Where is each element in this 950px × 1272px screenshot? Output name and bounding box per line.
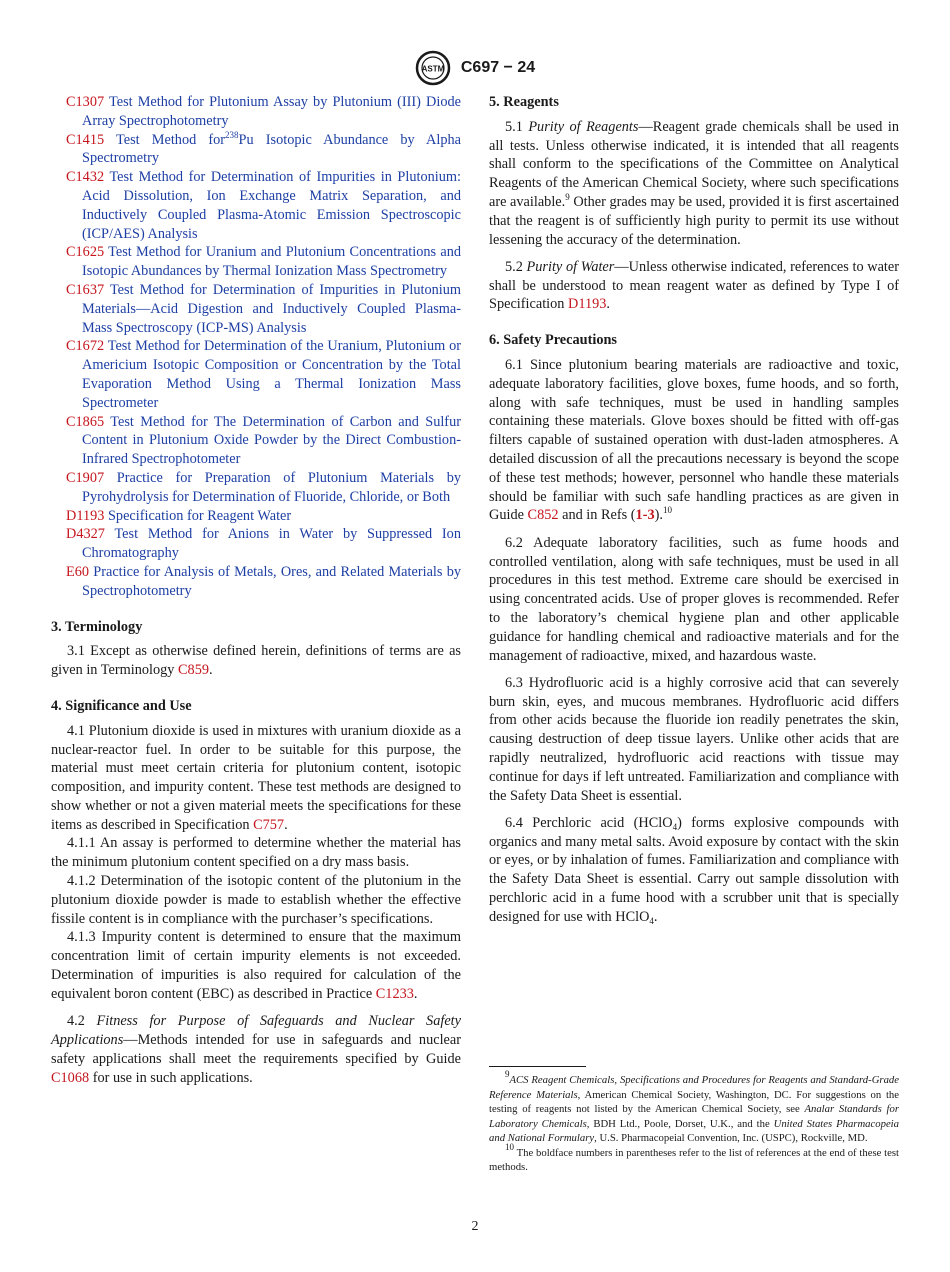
reference-code[interactable]: C1625 xyxy=(66,244,105,261)
reference-code[interactable]: E60 xyxy=(66,563,90,580)
page-number: 2 xyxy=(471,1219,479,1234)
footnote-divider xyxy=(489,1066,586,1067)
reference-code[interactable]: C1672 xyxy=(66,338,105,355)
reference-code[interactable]: D1193 xyxy=(66,507,105,524)
link-refs-1-3[interactable]: 1-3 xyxy=(635,507,655,524)
reference-title[interactable]: Test Method for Anions in Water by Suppressed Ion Chromatography xyxy=(82,526,461,562)
reference-item xyxy=(51,507,461,526)
footnotes xyxy=(489,1066,899,1175)
left-column xyxy=(51,93,461,1087)
reference-item xyxy=(51,131,461,169)
reference-code[interactable]: C1907 xyxy=(66,469,105,486)
paragraph-5-1: 5.1 Purity of Reagents—Reagent grade chemicals shall be used in all tests. Unless otherwise indicated, it is intended that all reagents shall conform to the specifications of the Committee on Analytical Reagents of the American Chemical Society, where such specifications are available.$^9$ Other grades may be used, provided it is first ascertained that the reagent is of sufficiently high purity to permit its use without lessening the accuracy of the determination. xyxy=(489,118,899,248)
paragraph-6-1: 6.1 Since plutonium bearing materials are radioactive and toxic, adequate laboratory facilities, glove boxes, fume hoods, and so forth, along with safe techniques, must be used in handling samples containing these materials. Glove boxes should be fitted with off-gas filters capable of sustained operation with dust-laden atmospheres. A detailed discussion of all the precautions necessary is beyond the scope of these test methods; however, personnel who handle these materials should be familiar with such safe handling practices as are given in Guide C852 and in Refs (1-3).$^{10}$ xyxy=(489,357,899,524)
reference-code[interactable]: C1637 xyxy=(66,281,105,298)
reference-item xyxy=(51,243,461,281)
paragraph-4-1-2: 4.1.2 Determination of the isotopic content of the plutonium in the plutonium dioxide powder is made to establish whether the effective fissile content is in compliance with the purchaser’s specifications. xyxy=(51,873,461,927)
paragraph-5-2: 5.2 Purity of Water—Unless otherwise indicated, references to water shall be understood to mean reagent water as defined by Type I of Specification D1193. xyxy=(489,258,900,313)
paragraph-6-4: 6.4 Perchloric acid (HClO$_4$) forms explosive compounds with organics and many metal salts. Avoid exposure by contact with the skin or eyes, or by inhalation of fumes. Familiarization and compliance with the Safety Data Sheet is essential. Carry out sample dissolution with perchloric acid in a fume hood with a scrubber unit that is specially designed for use with HClO$_4$. xyxy=(489,814,899,926)
reference-title[interactable]: Specification for Reagent Water xyxy=(107,507,292,524)
reference-item xyxy=(51,525,461,563)
reference-item xyxy=(51,563,461,601)
reference-title[interactable]: Practice for Analysis of Metals, Ores, and Related Materials by Spectrophotometry xyxy=(82,563,462,599)
reference-item xyxy=(51,337,461,412)
paragraph-4-1: 4.1 Plutonium dioxide is used in mixtures with uranium dioxide as a nuclear-reactor fuel. In order to be suitable for this purpose, the material must meet certain criteria for plutonium content, isotopic composition, and impurity content. These test methods are designed to show whether or not a given material meets the specifications for these items as described in Specification C757. xyxy=(51,722,461,833)
logo-text: ASTM xyxy=(421,64,445,74)
reference-code[interactable]: C1415 xyxy=(66,131,105,148)
reference-item xyxy=(51,93,461,131)
reference-item xyxy=(51,281,461,337)
reference-code[interactable]: C1865 xyxy=(66,413,105,430)
paragraph-6-3: 6.3 Hydrofluoric acid is a highly corrosive acid that can severely burn skin, eyes, and mucous membranes. Hydrofluoric acid differs from other acids because the fluoride ion readily penetrates the skin, causing destruction of deep tissue layers. Unlike other acids that are rapidly neutralized, hydrofluoric acid reactions with tissue may continue for days if left untreated. Familiarization and compliance with the Safety Data Sheet is essential. xyxy=(489,674,899,804)
right-column xyxy=(489,93,899,927)
paragraph-4-2: 4.2 Fitness for Purpose of Safeguards and Nuclear Safety Applications—Methods intended for use in safeguards and nuclear safety applications shall meet the requirements specified by Guide C1068 for use in such applications. xyxy=(51,1013,461,1086)
reference-code[interactable]: D4327 xyxy=(66,526,105,543)
reference-title[interactable]: Test Method for Determination of the Uranium, Plutonium or Americium Isotopic Composition or Concentration by the Total Evaporation Method Using a Thermal Ionization Mass Spectrometer xyxy=(82,338,461,411)
designation: C697 − 24 xyxy=(460,59,536,76)
paragraph-3-1: 3.1 Except as otherwise defined herein, definitions of terms are as given in Terminology C859. xyxy=(51,643,461,679)
section-heading-significance: 4. Significance and Use xyxy=(51,697,192,714)
reference-title[interactable]: Test Method for Plutonium Assay by Plutonium (III) Diode Array Spectrophotometry xyxy=(82,94,461,129)
footnote-9: $^9$ACS Reagent Chemicals, Specifications and Procedures for Reagents and Standard-Grade Reference Materials, American Chemical Society, Washington, DC. For suggestions on the testing of reagents not listed by the American Chemical Society, see Analar Standards for Laboratory Chemicals, BDH Ltd., Poole, Dorset, U.K., and the United States Pharmacopeia and National Formulary, U.S. Pharmacopeial Convention, Inc. (USPC), Rockville, MD. xyxy=(489,1069,899,1144)
reference-title[interactable]: Test Method for$^{238}$Pu Isotopic Abundance by Alpha Spectrometry xyxy=(82,129,461,167)
reference-item xyxy=(51,413,461,469)
link-c852[interactable]: C852 xyxy=(527,507,559,524)
reference-title[interactable]: Test Method for Determination of Impurities in Plutonium: Acid Dissolution, Ion Exchange Matrix Separation, and Inductively Coupled Plasma-Atomic Emission Spectroscopic (ICP/AES) Analysis xyxy=(82,169,461,242)
reference-list xyxy=(51,93,461,601)
footnote-ref-10[interactable]: 10 xyxy=(662,505,672,516)
reference-item xyxy=(51,168,461,243)
link-d1193[interactable]: D1193 xyxy=(568,296,607,313)
paragraph-6-2: 6.2 Adequate laboratory facilities, such as fume hoods and controlled ventilation, along with safe techniques, must be used in all procedures in this test method. Extreme care should be exercised in using concentrated acids. Use of proper gloves is recommended. Refer to the laboratory’s chemical hygiene plan and other applicable guidance for handling chemical and radioactive materials and for the management of radioactive, mixed, and hazardous waste. xyxy=(489,534,899,664)
astm-logo-icon xyxy=(415,50,451,86)
reference-title[interactable]: Practice for Preparation of Plutonium Materials by Pyrohydrolysis for Determination of Fluoride, Chloride, or Both xyxy=(82,469,461,505)
reference-code[interactable]: C1307 xyxy=(66,94,105,110)
footnote-10: $^{10}$ The boldface numbers in parentheses refer to the list of references at the end of these test methods. xyxy=(489,1141,899,1173)
section-heading-reagents: 5. Reagents xyxy=(489,94,559,110)
reference-code[interactable]: C1432 xyxy=(66,169,105,186)
paragraph-4-1-3: 4.1.3 Impurity content is determined to ensure that the maximum concentration limit of certain impurity elements is not exceeded. Determination of impurities is also required for calculation of the equivalent boron content (EBC) as described in Practice C1233. xyxy=(51,929,461,1002)
footnote-ref-9[interactable]: 9 xyxy=(565,191,570,202)
link-c859[interactable]: C859 xyxy=(178,662,209,679)
section-heading-safety: 6. Safety Precautions xyxy=(489,332,617,349)
link-c1233[interactable]: C1233 xyxy=(375,985,414,1002)
paragraph-4-1-1: 4.1.1 An assay is performed to determine whether the material has the minimum plutonium content specified on a dry mass basis. xyxy=(51,835,461,871)
reference-title[interactable]: Test Method for The Determination of Carbon and Sulfur Content in Plutonium Oxide Powder by the Direct Combustion-Infrared Spectrophotometer xyxy=(82,413,461,468)
link-c1068[interactable]: C1068 xyxy=(51,1069,90,1086)
section-heading-terminology: 3. Terminology xyxy=(51,618,143,635)
reference-title[interactable]: Test Method for Determination of Impurities in Plutonium Materials—Acid Digestion and Inductively Coupled Plasma-Mass Spectroscopy (ICP-MS) Analysis xyxy=(82,281,461,336)
reference-title[interactable]: Test Method for Uranium and Plutonium Concentrations and Isotopic Abundances by Thermal Ionization Mass Spectrometry xyxy=(82,244,461,280)
reference-item xyxy=(51,469,461,507)
link-c757[interactable]: C757 xyxy=(253,816,285,833)
page-header xyxy=(0,50,950,86)
